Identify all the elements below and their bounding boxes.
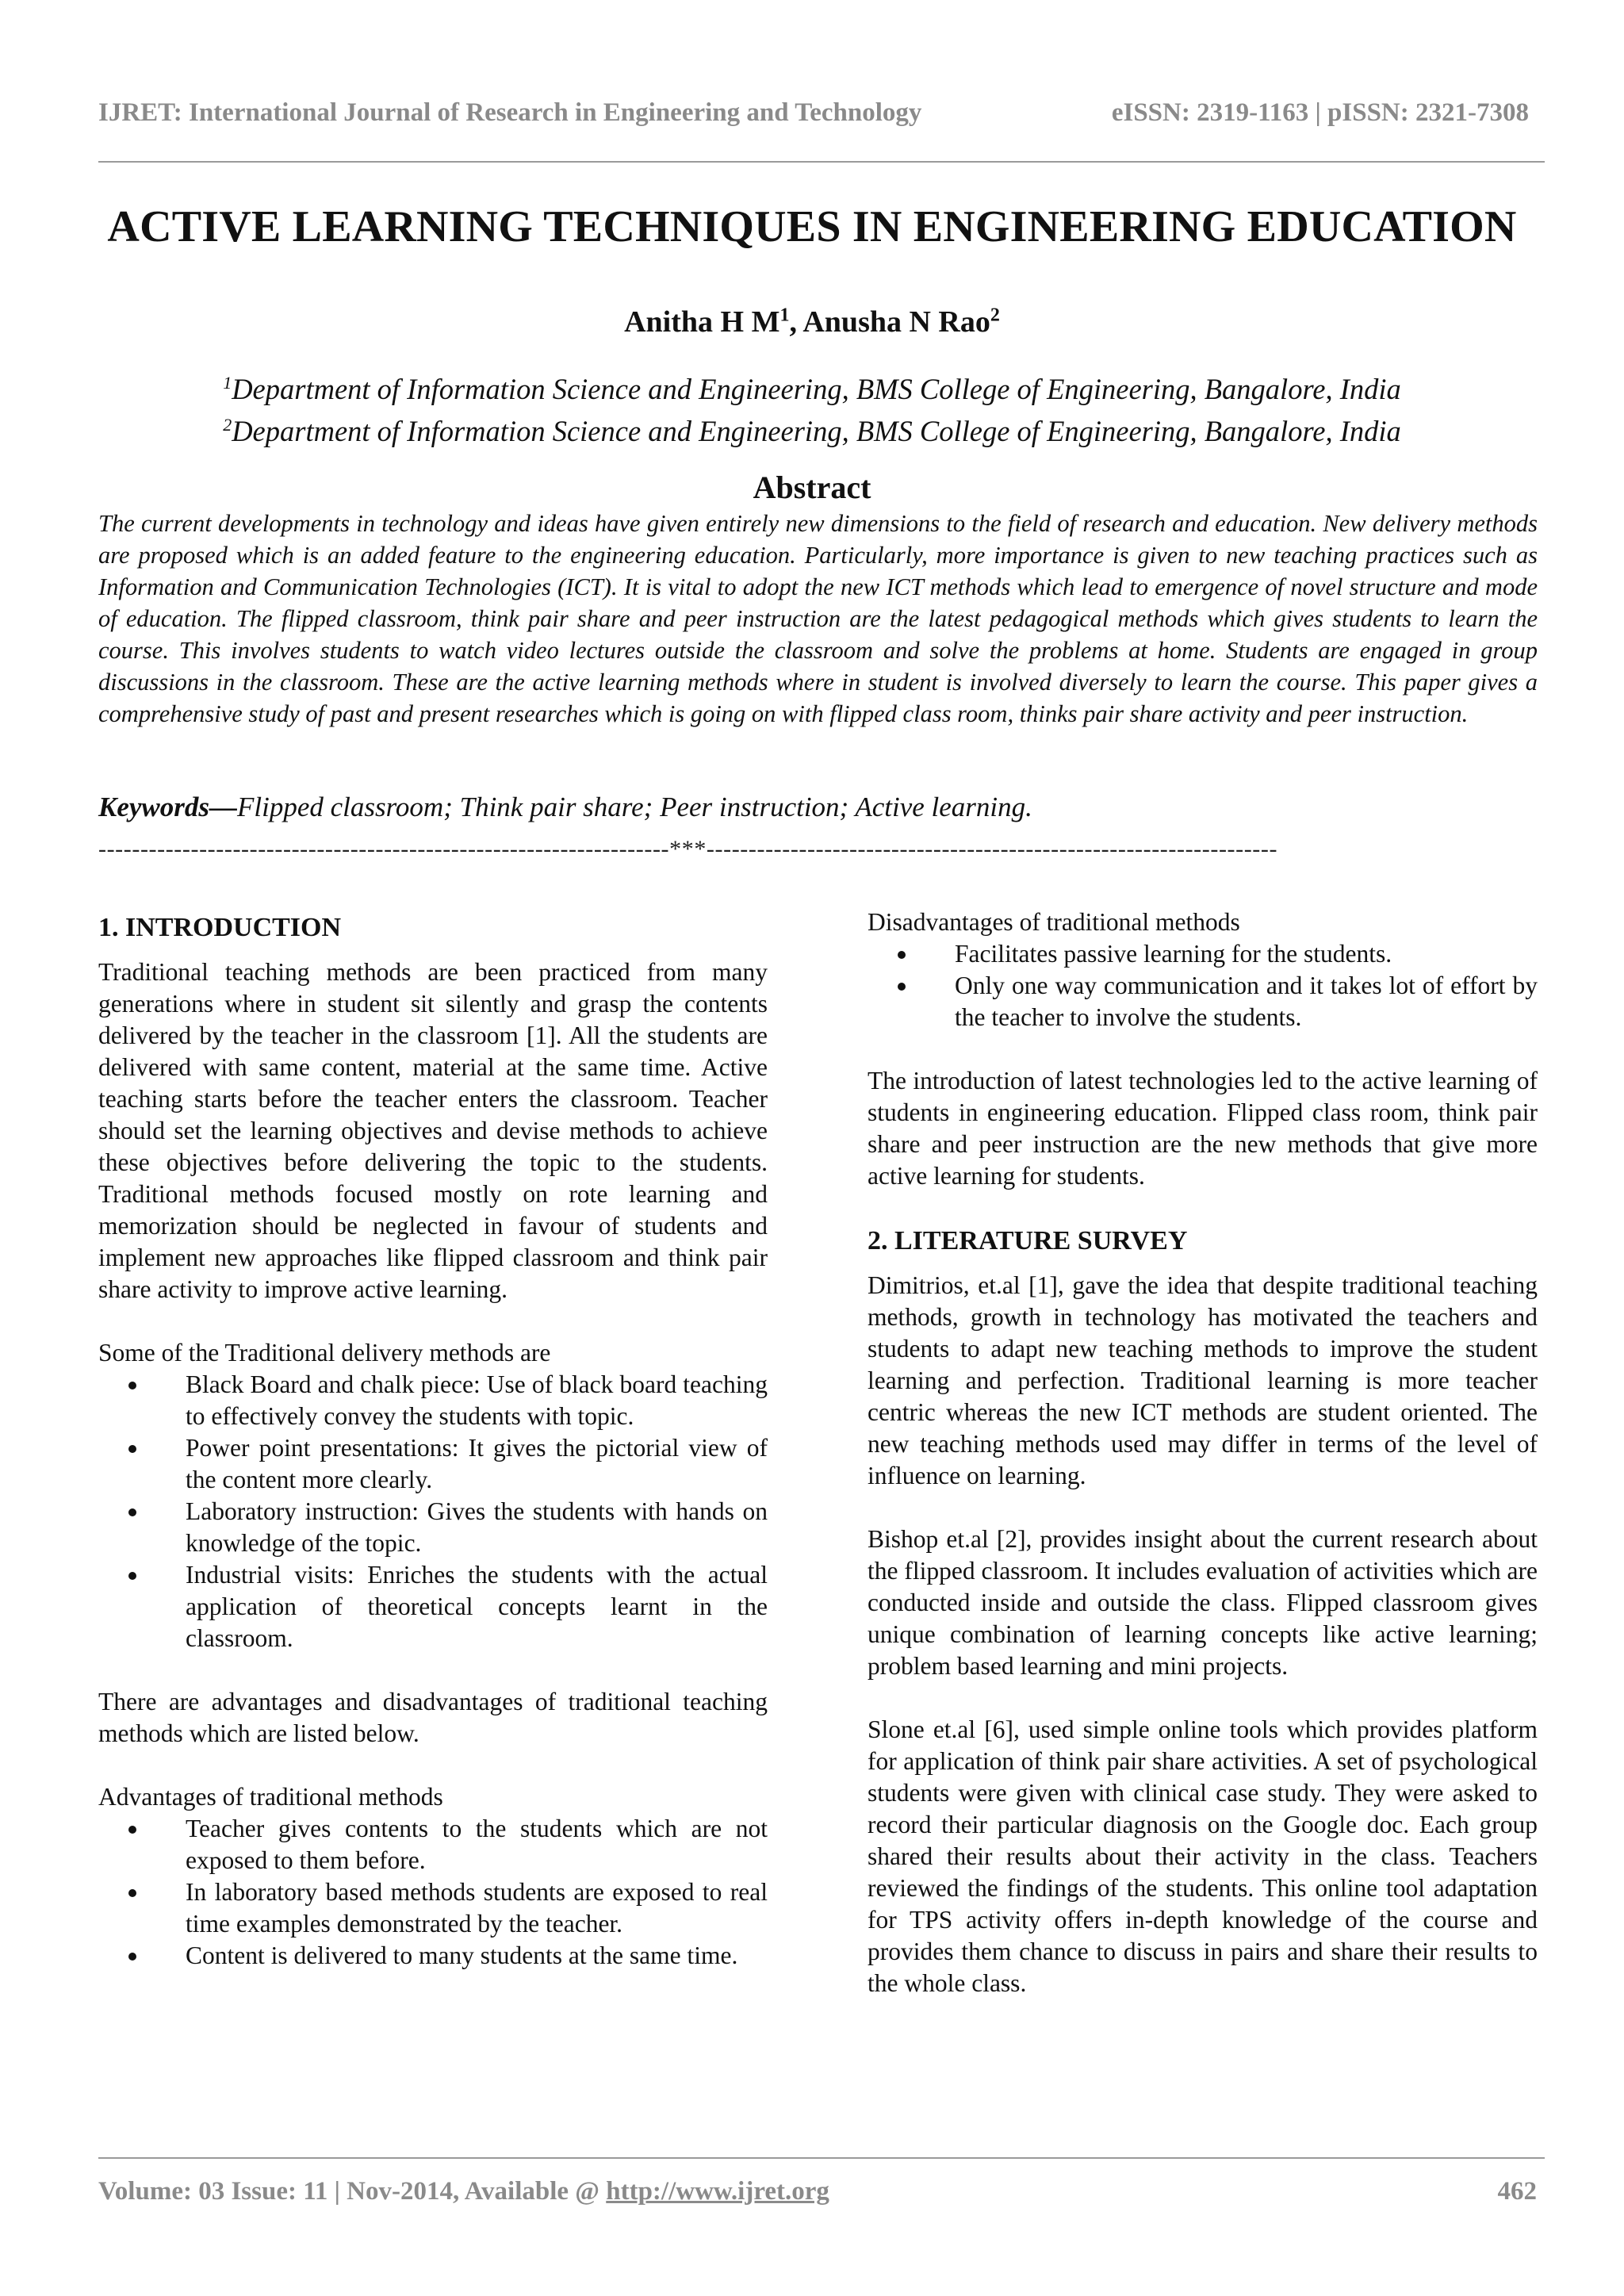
running-header xyxy=(98,98,1529,138)
affiliation-text: Department of Information Science and Engineering, BMS College of Engineering, Bangalore, India xyxy=(232,373,1401,406)
bullet-icon xyxy=(128,1508,136,1516)
paragraph: Bishop et.al [2], provides insight about the current research about the flipped classroom. It includes evaluation of activities which are conducted inside and outside the class. Flipped classroom gives unique combination of learning concepts like active learning; problem based learning and mini projects. xyxy=(868,1525,1538,1680)
author-superscript: 1 xyxy=(779,305,790,326)
footer-volume: Volume: 03 Issue: 11 | Nov-2014, Available @ http://www.ijret.org xyxy=(98,2177,829,2206)
keywords xyxy=(98,790,1538,825)
header-rule xyxy=(98,161,1545,163)
paragraph: Slone et.al [6], used simple online tools which provides platform for application of think pair share activities. A set of psychological students were given with clinical case study. They were asked to record their particular diagnosis on the Google doc. Each group shared their results about their activity in the class. Teachers reviewed the findings of the students. This online tool adaptation for TPS activity offers in-depth knowledge of the course and provides them chance to discuss in pairs and share their results to the whole class. xyxy=(868,1715,1538,1997)
bullet-icon xyxy=(128,1826,136,1834)
right-column xyxy=(868,910,1538,1999)
list-item: Only one way communication and it takes lot of effort by the teacher to involve the students. xyxy=(868,970,1538,1033)
author-separator: , xyxy=(789,305,803,339)
bullet-icon xyxy=(128,1953,136,1961)
bullet-list xyxy=(868,938,1538,1033)
section-heading: 2. LITERATURE SURVEY xyxy=(868,1226,1188,1255)
affiliations xyxy=(79,365,1545,449)
list-item: Black Board and chalk piece: Use of black board teaching to effectively convey the students with topic. xyxy=(98,1369,768,1432)
bullet-icon xyxy=(128,1889,136,1897)
paragraph: Disadvantages of traditional methods xyxy=(868,908,1240,936)
affiliation-superscript: 2 xyxy=(223,415,232,435)
running-footer xyxy=(98,2177,1537,2206)
journal-link[interactable]: http://www.ijret.org xyxy=(606,2177,829,2206)
paragraph: There are advantages and disadvantages of traditional teaching methods which are listed below. xyxy=(98,1688,768,1747)
paragraph: Some of the Traditional delivery methods are xyxy=(98,1339,551,1366)
abstract-heading: Abstract xyxy=(753,470,871,505)
left-column xyxy=(98,910,768,1972)
bullet-icon xyxy=(898,951,906,959)
bullet-icon xyxy=(128,1445,136,1453)
paragraph: Advantages of traditional methods xyxy=(98,1783,443,1811)
list-item: Facilitates passive learning for the students. xyxy=(868,938,1538,970)
page-number: 462 xyxy=(1497,2177,1537,2206)
affiliation-line xyxy=(79,407,1545,449)
author-superscript: 2 xyxy=(990,305,1000,326)
bullet-icon xyxy=(128,1572,136,1580)
author-name: Anitha H M xyxy=(624,305,780,339)
list-item: In laboratory based methods students are exposed to real time examples demonstrated by the teacher. xyxy=(98,1876,768,1940)
keywords-label: Keywords— xyxy=(98,792,237,822)
list-item: Power point presentations: It gives the pictorial view of the content more clearly. xyxy=(98,1432,768,1496)
author-line xyxy=(79,305,1545,339)
keywords-text: Flipped classroom; Think pair share; Peer instruction; Active learning. xyxy=(237,792,1032,822)
issn-numbers: eISSN: 2319-1163 | pISSN: 2321-7308 xyxy=(1111,98,1529,127)
list-item: Industrial visits: Enriches the students with the actual application of theoretical concepts learnt in the classroom. xyxy=(98,1559,768,1654)
affiliation-superscript: 1 xyxy=(223,373,232,393)
footer-rule xyxy=(98,2157,1545,2159)
bullet-icon xyxy=(128,1382,136,1389)
bullet-list xyxy=(98,1369,768,1654)
section-separator: --------------------------------------------------------------------***-------------------------------------------------------------------- xyxy=(98,836,1278,862)
paragraph: Traditional teaching methods are been practiced from many generations where in student sit silently and grasp the contents delivered by the teacher in the classroom [1]. All the students are delivered with same content, material at the same time. Active teaching starts before the teacher enters the classroom. Teacher should set the learning objectives and devise methods to achieve these objectives before delivering the topic to the students. Traditional methods focused mostly on rote learning and memorization should be neglected in favour of students and implement new approaches like flipped classroom and think pair share activity to improve active learning. xyxy=(98,958,768,1303)
list-item: Teacher gives contents to the students which are not exposed to them before. xyxy=(98,1813,768,1876)
list-item: Content is delivered to many students at the same time. xyxy=(98,1940,768,1972)
author-name: Anusha N Rao xyxy=(802,305,990,339)
paper-title: ACTIVE LEARNING TECHNIQUES IN ENGINEERING EDUCATION xyxy=(107,202,1517,251)
paragraph: Dimitrios, et.al [1], gave the idea that despite traditional teaching methods, growth in technology has motivated the teachers and students to adapt new teaching methods to improve the student learning and perfection. Traditional learning is more teacher centric whereas the new ICT methods are student oriented. The new teaching methods used may differ in terms of the level of influence on learning. xyxy=(868,1271,1538,1489)
list-item: Laboratory instruction: Gives the students with hands on knowledge of the topic. xyxy=(98,1496,768,1559)
bullet-icon xyxy=(898,983,906,991)
affiliation-text: Department of Information Science and Engineering, BMS College of Engineering, Bangalore, India xyxy=(232,415,1401,448)
paragraph: The introduction of latest technologies led to the active learning of students in engineering education. Flipped class room, think pair share and peer instruction are the new methods that give more active learning for students. xyxy=(868,1067,1538,1190)
journal-name: IJRET: International Journal of Research in Engineering and Technology xyxy=(98,98,922,127)
affiliation-line xyxy=(79,365,1545,407)
section-heading: 1. INTRODUCTION xyxy=(98,913,342,942)
abstract-text: The current developments in technology and ideas have given entirely new dimensions to the field of research and education. New delivery methods are proposed which is an added feature to the engineering education. Particularly, more importance is given to new teaching practices such as Information and Communication Technologies (ICT). It is vital to adopt the new ICT methods which lead to emergence of novel structure and mode of education. The flipped classroom, think pair share and peer instruction are the latest pedagogical methods which gives students to learn the course. This involves students to watch video lectures outside the classroom and solve the problems at home. Students are engaged in group discussions in the classroom. These are the active learning methods where in student is involved diversely to learn the course. This paper gives a comprehensive study of past and present researches which is going on with flipped class room, thinks pair share activity and peer instruction. xyxy=(98,510,1538,727)
bullet-list xyxy=(98,1813,768,1972)
